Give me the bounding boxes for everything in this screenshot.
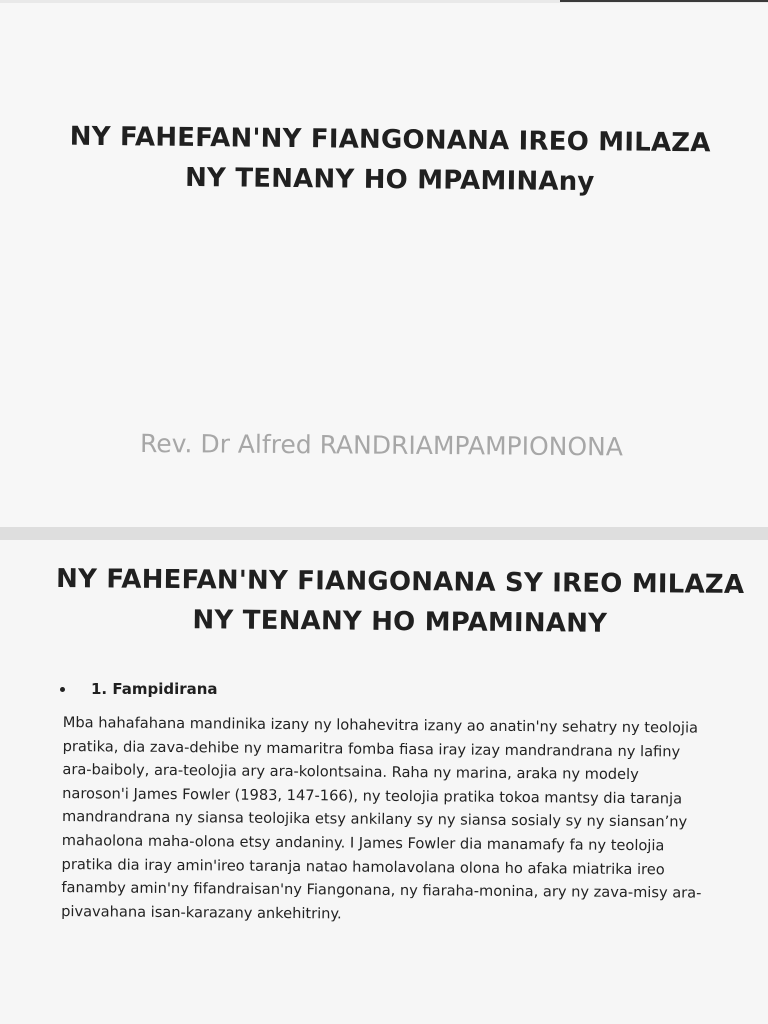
slide-title-line-1: NY FAHEFAN'NY FIANGONANA IREO MILAZA: [69, 121, 711, 159]
paragraph-line: pratika dia iray amin'ireo taranja natao hamolavolana olona ho afaka miatrika ireo: [61, 855, 665, 878]
section-heading: 1. Fampidirana: [91, 680, 218, 698]
paragraph-line: pivavahana isan-karazany ankehitriny.: [61, 902, 342, 923]
scan-edge-line: [560, 0, 768, 2]
title-slide: [0, 3, 768, 527]
paragraph-line: naroson'i James Fowler (1983, 147-166), ny teolojia pratika tokoa mantsy dia taranja: [62, 784, 683, 808]
paragraph-line: mahaolona maha-olona etsy andaniny. I James Fowler dia manamafy fa ny teolojia: [61, 832, 665, 855]
paragraph-line: fanamby amin'ny fifandraisan'ny Fiangonana, ny fiaraha-monina, ary ny zava-misy ara-: [61, 879, 702, 902]
paragraph-line: mandrandrana ny siansa teolojika etsy ankilany sy ny siansa sosialy sy ny siansan’ny: [61, 808, 688, 831]
body-paragraph: [61, 711, 743, 929]
author-name: Rev. Dr Alfred RANDRIAMPAMPIONONA: [139, 428, 624, 462]
paragraph-line: Mba hahafahana mandinika izany ny lohahevitra izany ao anatin'ny sehatry ny teolojia: [62, 714, 699, 737]
slide-separator: [0, 527, 768, 540]
slide-title: [50, 559, 751, 645]
slide-title-line-2: NY TENANY HO MPAMINANY: [192, 605, 608, 639]
slide-title-line-1: NY FAHEFAN'NY FIANGONANA SY IREO MILAZA: [55, 563, 745, 601]
bullet-icon: [60, 687, 65, 692]
slide-title: [40, 116, 741, 203]
paragraph-line: ara-baiboly, ara-teolojia ary ara-kolontsaina. Raha ny marina, araka ny modely: [62, 761, 639, 784]
slide-title-line-2: NY TENANY HO MPAMINAny: [184, 162, 595, 198]
paragraph-line: pratika, dia zava-dehibe ny mamaritra fomba fiasa iray izay mandrandrana ny lafiny: [62, 737, 681, 761]
bullet-item: [60, 680, 218, 698]
content-slide: [0, 540, 768, 1024]
